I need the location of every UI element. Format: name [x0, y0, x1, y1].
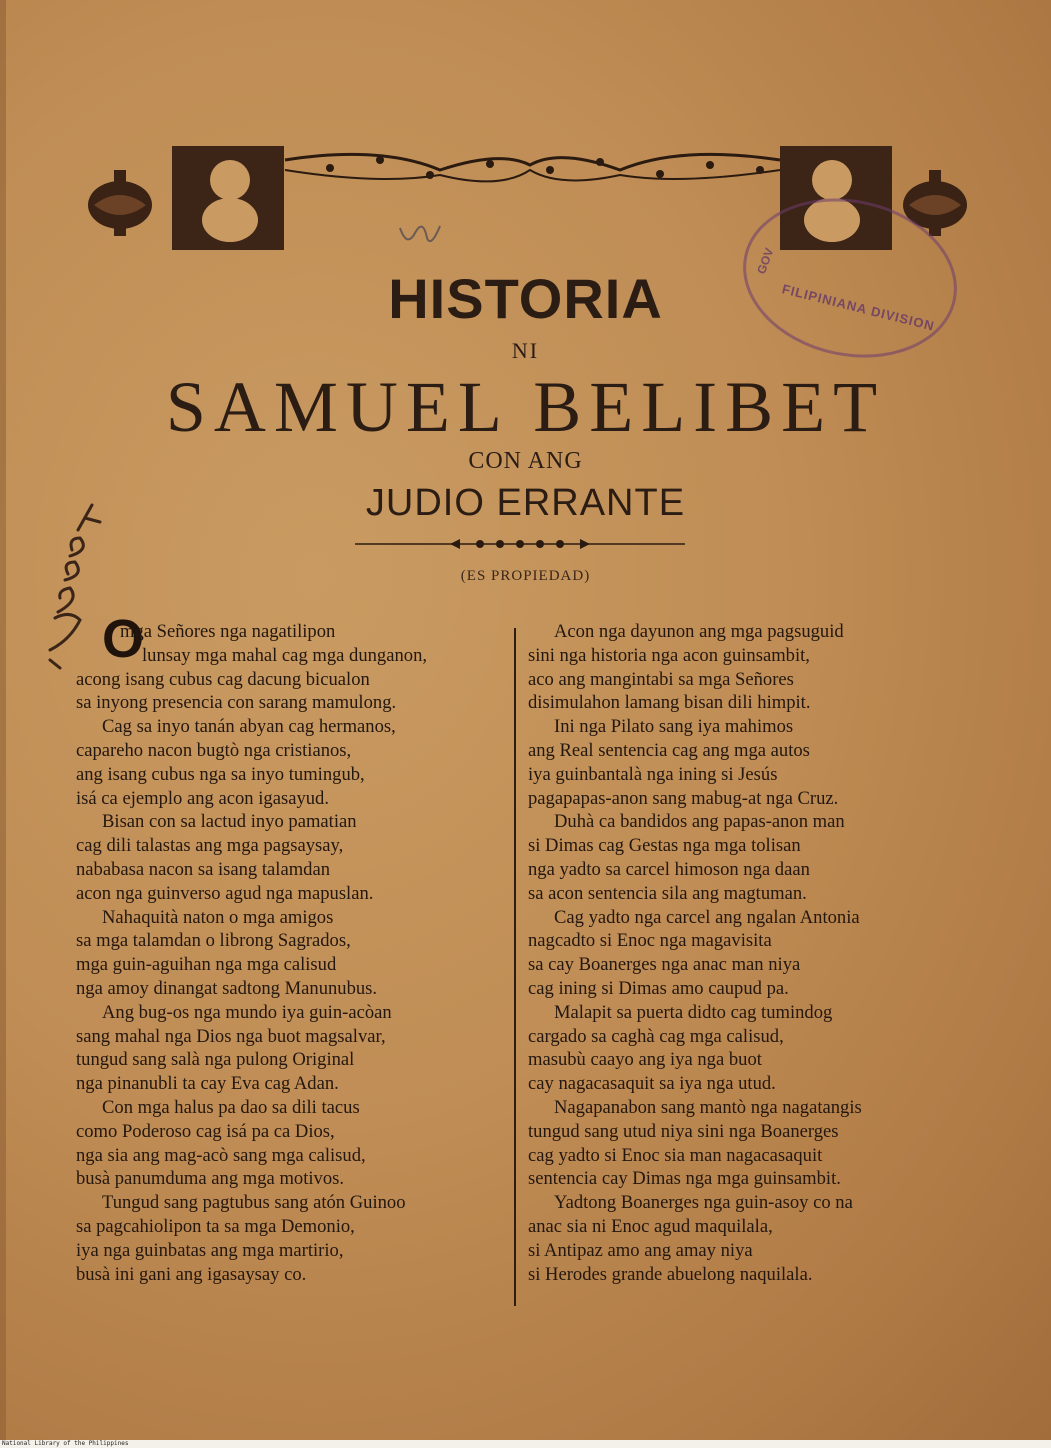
poem-line: Malapit sa puerta didto cag tumindog	[554, 1001, 833, 1023]
title-subtitle: JUDIO ERRANTE	[365, 482, 686, 524]
poem-line: como Poderoso cag isá pa ca Dios,	[76, 1120, 335, 1142]
stamp-division-text: FILIPINIANA DIVISION	[780, 281, 937, 334]
poem-line: cargado sa caghà cag mga calisud,	[528, 1025, 784, 1047]
drop-cap: O	[102, 609, 145, 669]
poem-line: tungud sang utud niya sini nga Boanerges	[528, 1120, 839, 1142]
poem-line: ang isang cubus nga sa inyo tumingub,	[76, 763, 365, 785]
poem-line: acong isang cubus cag dacung bicualon	[76, 668, 370, 690]
poem-line: nababasa nacon sa isang talamdan	[76, 858, 331, 880]
poem-line: nga amoy dinangat sadtong Manunubus.	[76, 977, 378, 999]
poem-line: Cag sa inyo tanán abyan cag hermanos,	[102, 716, 396, 738]
title-historia: HISTORIA	[388, 267, 663, 330]
poem-line: busà panumduma ang mga motivos.	[76, 1168, 345, 1190]
poem-line: Tungud sang pagtubus sang atón Guinoo	[102, 1192, 406, 1214]
poem-line: disimulahon lamang bisan dili himpit.	[528, 692, 811, 714]
poem-line: sentencia cay Dimas nga mga guinsambit.	[528, 1168, 841, 1190]
poem-line: capareho nacon bugtò nga cristianos,	[76, 739, 352, 761]
poem-line: aco ang mangintabi sa mga Señores	[528, 668, 794, 690]
poem-line: Yadtong Boanerges nga guin-asoy co na	[554, 1192, 853, 1214]
left-poem-column	[76, 620, 511, 1286]
right-poem-column	[528, 620, 973, 1286]
poem-line: Bisan con sa lactud inyo pamatian	[102, 811, 357, 833]
poem-line: si Antipaz amo ang amay niya	[528, 1239, 753, 1261]
poem-line: Acon nga dayunon ang mga pagsuguid	[554, 621, 844, 642]
poem-line: iya guinbantalà nga ining si Jesús	[528, 763, 778, 785]
ornamental-divider	[355, 536, 685, 552]
pencil-mark	[395, 208, 445, 258]
poem-line: mga Señores nga nagatilipon	[120, 621, 336, 642]
poem-line: si Herodes grande abuelong naquilala.	[528, 1263, 813, 1285]
poem-line: ang Real sentencia cag ang mga autos	[528, 739, 810, 761]
poem-line: Duhà ca bandidos ang papas-anon man	[554, 811, 845, 833]
poem-line: isá ca ejemplo ang acon igasayud.	[76, 787, 329, 809]
poem-line: Ini nga Pilato sang iya mahimos	[554, 716, 794, 738]
title-ni: NI	[511, 338, 540, 363]
poem-line: iya nga guinbatas ang mga martirio,	[76, 1239, 344, 1261]
poem-line: cag yadto si Enoc sia man nagacasaquit	[528, 1144, 823, 1166]
propiedad-note: (ES PROPIEDAD)	[460, 568, 591, 584]
poem-line: nagcadto si Enoc nga magavisita	[528, 930, 772, 952]
poem-line: sa mga talamdan o librong Sagrados,	[76, 930, 351, 952]
poem-line: Con mga halus pa dao sa dili tacus	[102, 1096, 360, 1118]
poem-line: sini nga historia nga acon guinsambit,	[528, 644, 810, 666]
poem-line: sa cay Boanerges nga anac man niya	[528, 954, 801, 976]
poem-line: sa acon sentencia sila ang magtuman.	[528, 882, 807, 904]
poem-line: anac sia ni Enoc agud maquilala,	[528, 1215, 773, 1237]
poem-line: masubù caayo ang iya nga buot	[528, 1049, 762, 1071]
poem-line: acon nga guinverso agud nga mapuslan.	[76, 882, 374, 904]
poem-line: nga sia ang mag-acò sang mga calisud,	[76, 1144, 366, 1166]
footer-strip	[0, 1440, 1051, 1448]
poem-line: sang mahal nga Dios nga buot magsalvar,	[76, 1025, 386, 1047]
page-edge	[0, 0, 6, 1440]
poem-line: cay nagacasaquit sa iya nga utud.	[528, 1073, 776, 1095]
poem-line: Nahaquità naton o mga amigos	[102, 906, 334, 928]
title-name: SAMUEL BELIBET	[165, 367, 886, 447]
poem-line: cag ining si Dimas amo caupud pa.	[528, 977, 789, 999]
poem-line: pagapapas-anon sang mabug-at nga Cruz.	[528, 787, 839, 809]
poem-line: Nagapanabon sang mantò nga nagatangis	[554, 1096, 862, 1118]
poem-line: cag dili talastas ang mga pagsaysay,	[76, 835, 344, 857]
title-con-ang: CON ANG	[468, 448, 583, 474]
poem-line: nga yadto sa carcel himoson nga daan	[528, 858, 810, 880]
poem-line: sa pagcahiolipon ta sa mga Demonio,	[76, 1215, 355, 1237]
column-divider	[514, 628, 516, 1306]
poem-line: Cag yadto nga carcel ang ngalan Antonia	[554, 906, 860, 928]
poem-line: busà ini gani ang igasaysay co.	[76, 1263, 307, 1285]
poem-line: Ang bug-os nga mundo iya guin-acòan	[102, 1001, 392, 1023]
poem-line: tungud sang salà nga pulong Original	[76, 1049, 355, 1071]
poem-line: mga guin-aguihan nga mga calisud	[76, 954, 337, 976]
stamp-gov-text: GOV	[754, 246, 777, 276]
poem-line: si Dimas cag Gestas nga mga tolisan	[528, 835, 801, 857]
poem-line: sa inyong presencia con sarang mamulong.	[76, 692, 397, 714]
footer-credit: National Library of the Philippines	[2, 1440, 129, 1447]
poem-line: lunsay mga mahal cag mga dunganon,	[142, 644, 428, 666]
poem-line: nga pinanubli ta cay Eva cag Adan.	[76, 1073, 339, 1095]
